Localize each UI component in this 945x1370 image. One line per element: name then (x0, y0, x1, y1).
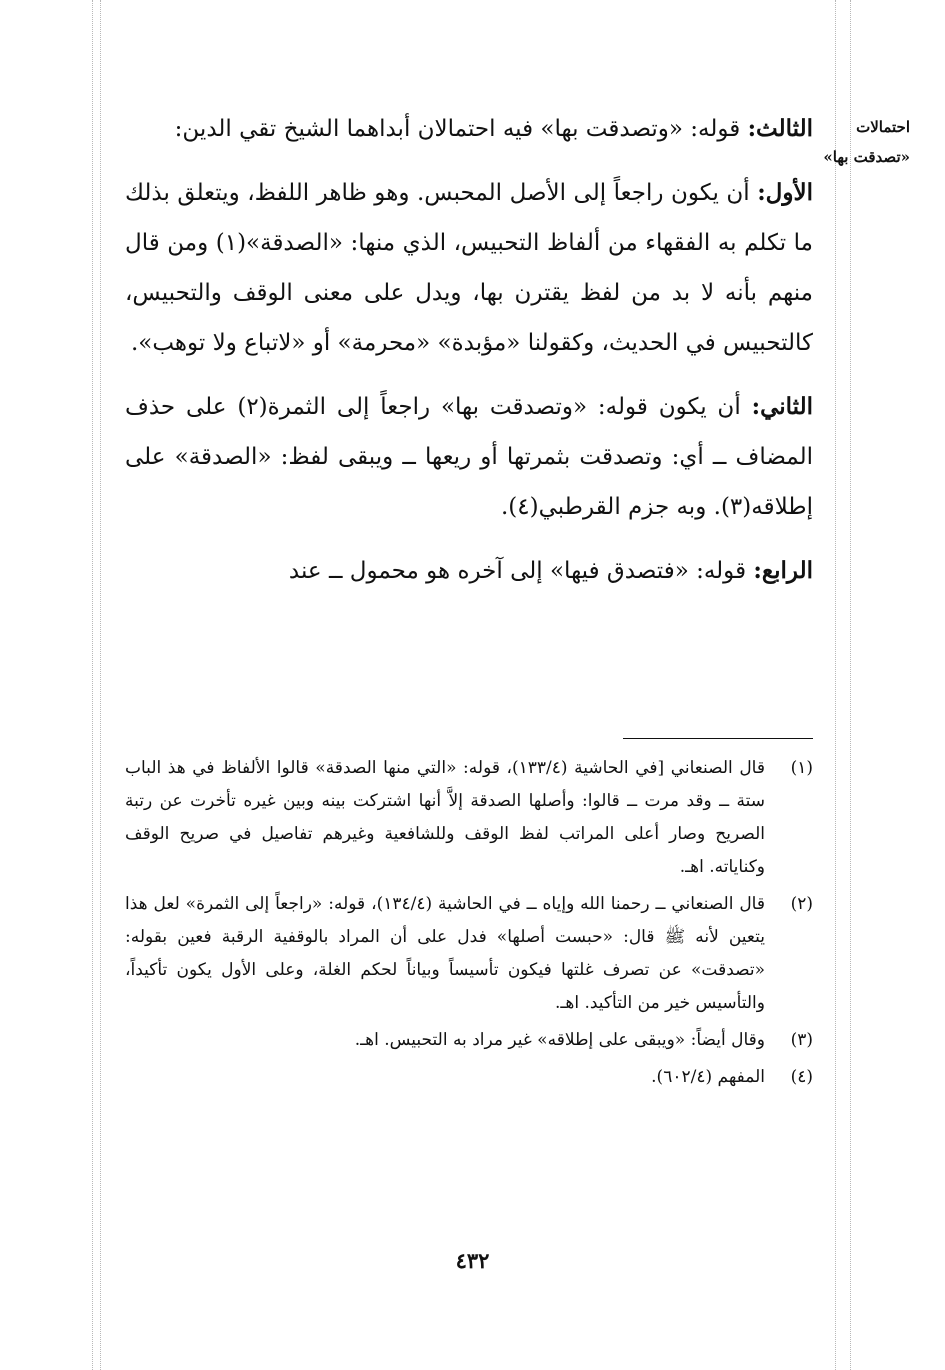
footnote-text: المفهم (٦٠٢/٤). (651, 1067, 765, 1087)
paragraph-text: أن يكون قوله: «وتصدقت بها» راجعاً إلى الثمرة(٢) على حذف المضاف ــ أي: وتصدقت بثمرتها أو ريعها ــ ويبقى لفظ: «الصدقة» على إطلاقه(٣). وبه جزم القرطبي(٤). (125, 394, 813, 520)
paragraph-lead: الثاني: (751, 393, 813, 420)
paragraph-lead: الثالث: (747, 115, 813, 142)
paragraph-text: قوله: «وتصدقت بها» فيه احتمالان أبداهما الشيخ تقي الدين: (174, 116, 741, 142)
footnote-number: (١) (790, 758, 813, 778)
footnote-number: (٣) (790, 1030, 813, 1050)
paragraph-first (125, 168, 813, 368)
footnotes (125, 752, 813, 1098)
page-number: ٤٣٢ (455, 1248, 490, 1273)
main-text (125, 104, 813, 596)
margin-note: احتمالات «تصدقت بها» (823, 118, 910, 166)
footnote (125, 1024, 813, 1057)
paragraph-text: قوله: «فتصدق فيها» إلى آخره هو محمول ــ عند (288, 558, 747, 584)
footnote-number: (٤) (790, 1067, 813, 1087)
footnote-text: قال الصنعاني ــ رحمنا الله وإياه ــ في الحاشية (١٣٤/٤)، قوله: «راجعاً إلى الثمرة» لعل هذا يتعين لأنه ﷺ قال: «حبست أصلها» فدل على أن المراد بالوقفية الرقبة فعين بقوله: «تصدقت» عن تصرف غلتها فيكون تأسيساً وبياناً لحكم الغلة، وعلى الأول يكون تأكيداً، والتأسيس خير من التأكيد. اهـ. (125, 894, 765, 1013)
footnote (125, 1061, 813, 1094)
paragraph-second (125, 382, 813, 532)
paragraph-fourth (125, 546, 813, 596)
paragraph-text: أن يكون راجعاً إلى الأصل المحبس. وهو ظاهر اللفظ، ويتعلق بذلك ما تكلم به الفقهاء من ألفاظ التحبيس، الذي منها: «الصدقة»(١) ومن قال منهم بأنه لا بد من لفظ يقترن بها، ويدل على معنى الوقف والتحبيس، كالتحبيس في الحديث، وكقولنا «مؤبدة» «محرمة» أو «لاتباع ولا توهب». (125, 180, 813, 356)
footnote-number: (٢) (790, 894, 813, 914)
footnote-text: وقال أيضاً: «ويبقى على إطلاقه» غير مراد به التحبيس. اهـ. (354, 1030, 765, 1050)
footnote-text: قال الصنعاني [في الحاشية (١٣٣/٤)، قوله: «التي منها الصدقة» قالوا الألفاظ في هذ الباب ستة ــ وقد مرت ــ قالوا: وأصلها الصدقة إلاَّ أنها اشتركت بينه وبين غيره تأخرت عن رتبة الصريح وصار أعلى المراتب لفظ الوقف وللشافعية وغيرهم تفاصيل في صريح الوقف وكناياته. اهـ. (125, 758, 765, 877)
footnote-separator (623, 738, 813, 739)
footnote (125, 888, 813, 1020)
footnote (125, 752, 813, 884)
paragraph-lead: الرابع: (753, 557, 813, 584)
paragraph-lead: الأول: (757, 179, 814, 206)
paragraph-third (125, 104, 813, 154)
